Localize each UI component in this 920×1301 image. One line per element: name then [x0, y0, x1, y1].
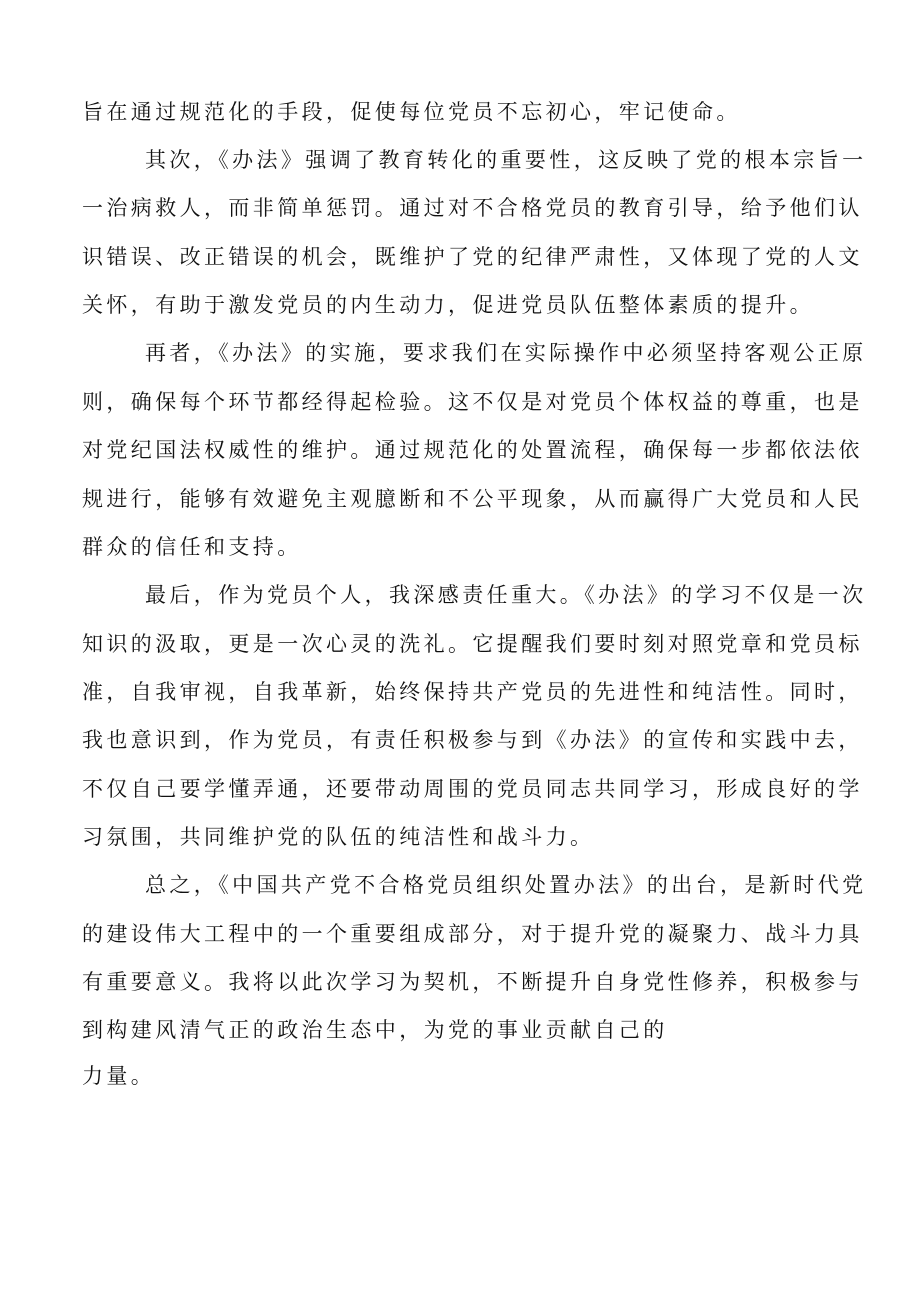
text-line: 准，自我审视，自我革新，始终保持共产党员的先进性和纯洁性。同时， [82, 680, 863, 704]
text-line: 不仅自己要学懂弄通，还要带动周围的党员同志共同学习，形成良好的学 [82, 777, 863, 801]
text-line: 则，确保每个环节都经得起检验。这不仅是对党员个体权益的尊重，也是 [82, 390, 863, 414]
text-line: 力量。 [82, 1064, 156, 1088]
text-line: 我也意识到，作为党员，有责任积极参与到《办法》的宣传和实践中去， [82, 728, 863, 752]
text-line: 总之，《中国共产党不合格党员组织处置办法》的出台，是新时代党 [145, 873, 867, 897]
text-line: 关怀，有助于激发党员的内生动力，促进党员队伍整体素质的提升。 [82, 293, 814, 317]
text-line: 有重要意义。我将以此次学习为契机，不断提升自身党性修养，积极参与 [82, 970, 863, 994]
text-line: 识错误、改正错误的机会，既维护了党的纪律严肃性，又体现了党的人文 [82, 245, 863, 269]
text-line: 再者，《办法》的实施，要求我们在实际操作中必须坚持客观公正原 [145, 341, 867, 365]
text-line: 一治病救人，而非简单惩罚。通过对不合格党员的教育引导，给予他们认 [82, 196, 863, 220]
text-line: 的建设伟大工程中的一个重要组成部分，对于提升党的凝聚力、战斗力具 [82, 922, 863, 946]
text-line: 规进行，能够有效避免主观臆断和不公平现象，从而赢得广大党员和人民 [82, 487, 863, 511]
text-line: 其次，《办法》强调了教育转化的重要性，这反映了党的根本宗旨一 [145, 148, 867, 172]
text-line: 对党纪国法权威性的维护。通过规范化的处置流程，确保每一步都依法依 [82, 438, 863, 462]
text-line: 到构建风清气正的政治生态中，为党的事业贡献自己的 [82, 1018, 668, 1042]
text-line: 旨在通过规范化的手段，促使每位党员不忘初心，牢记使命。 [82, 100, 741, 124]
text-line: 最后，作为党员个人，我深感责任重大。《办法》的学习不仅是一次 [145, 583, 867, 607]
text-line: 习氛围，共同维护党的队伍的纯洁性和战斗力。 [82, 825, 595, 849]
text-line: 群众的信任和支持。 [82, 535, 302, 559]
text-line: 知识的汲取，更是一次心灵的洗礼。它提醒我们要时刻对照党章和党员标 [82, 632, 863, 656]
